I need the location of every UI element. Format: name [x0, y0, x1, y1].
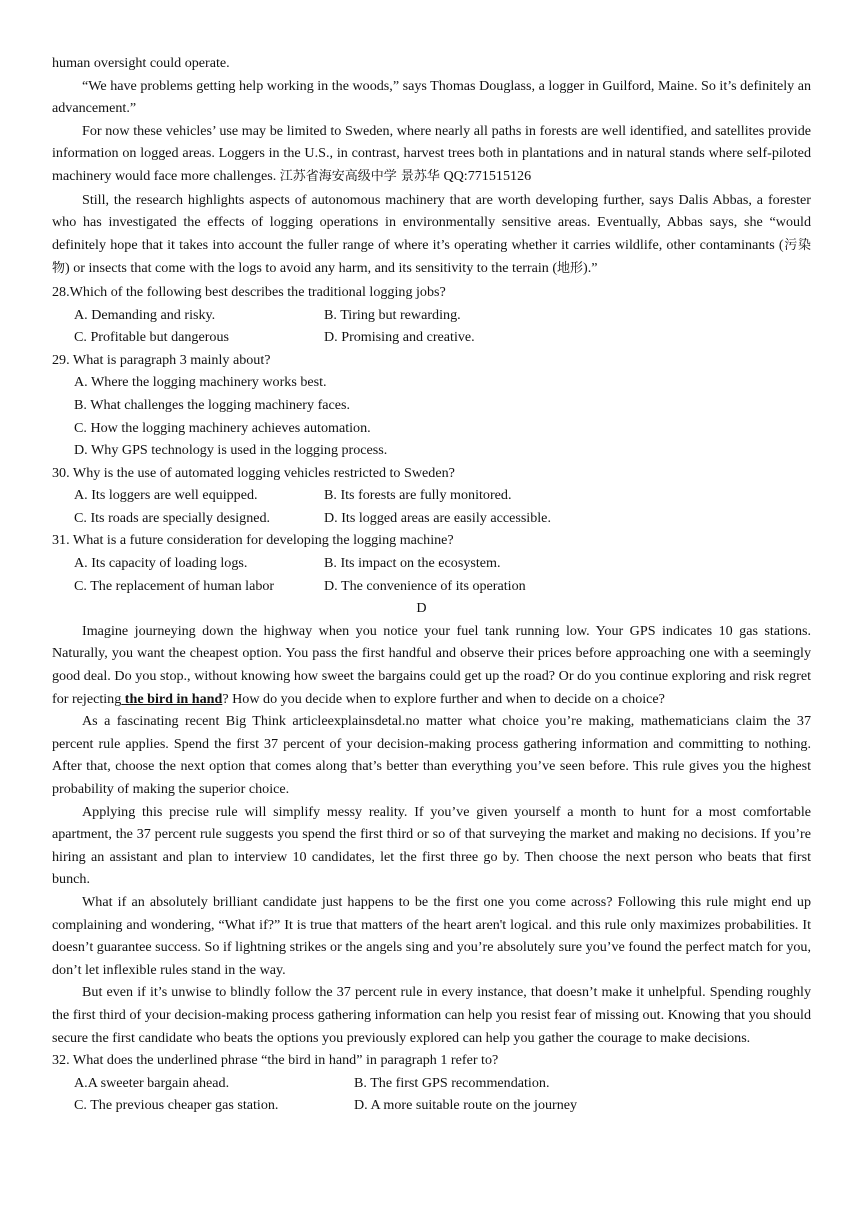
paragraph: human oversight could operate. [52, 55, 230, 71]
option-grid [52, 304, 811, 349]
option: B. What challenges the logging machinery faces. [74, 396, 351, 413]
option-grid [52, 1072, 811, 1117]
paragraph: “We have problems getting help working in the woods,” says Thomas Douglass, a logger in Guilford, Maine. So it’s definitely an advancement.” [52, 77, 811, 117]
question-stem: 30. Why is the use of automated logging vehicles restricted to Sweden? [52, 464, 455, 481]
option: A. Its capacity of loading logs. [74, 555, 248, 572]
paragraph-text: For now these vehicles’ use may be limited to Sweden, where nearly all paths in forests are well identified, and satellites provide information on logged areas. Loggers in the U.S., in contrast, harvest trees both in plantations and in natural stands where self-piloted machinery would face more challenges. [52, 122, 811, 184]
option: A. Where the logging machinery works best. [74, 374, 327, 391]
option-grid [52, 552, 811, 597]
option: B. The first GPS recommendation. [354, 1074, 550, 1091]
option: B. Tiring but rewarding. [324, 306, 461, 323]
underlined-phrase: the bird in hand [121, 690, 223, 707]
option: C. The replacement of human labor [74, 577, 275, 594]
paragraph: As a fascinating recent Big Think articleexplainsdetal.no matter what choice you’re making, mathematicians claim the 37 percent rule applies. Spend the first 37 percent of your decision-making process gathering information and committing to nothing. After that, choose the next option that comes along that’s better than everything you’ve seen before. This rule gives you the highest probability of making the superior choice. [52, 713, 811, 797]
option: B. Its forests are fully monitored. [324, 487, 512, 504]
option: D. Promising and creative. [324, 329, 475, 346]
option: C. Its roads are specially designed. [74, 509, 271, 526]
option: D. The convenience of its operation [324, 577, 526, 594]
qq-text: QQ:771515126 [443, 167, 532, 184]
option: D. A more suitable route on the journey [354, 1097, 578, 1114]
option: A.A sweeter bargain ahead. [74, 1074, 230, 1091]
option: D. Its logged areas are easily accessible. [324, 509, 551, 526]
question-stem: 28.Which of the following best describes the traditional logging jobs? [52, 283, 446, 300]
paragraph [52, 189, 811, 281]
paragraph: But even if it’s unwise to blindly follow the 37 percent rule in every instance, that doesn’t make it unhelpful. Spending roughly the first third of your decision-making process gathering information can help you resist fear of missing out. Knowing that you should secure the first candidate who beats the options you previously explored can help you gather the courage to make decisions. [52, 984, 811, 1046]
option: C. How the logging machinery achieves automation. [74, 419, 371, 436]
paragraph-text: Imagine journeying down the highway when you notice your fuel tank running low. Your GPS indicates 10 gas stations. Naturally, you want the cheapest option. You pass the first handful and observe their prices before approaching one with a seemingly good deal. Do you stop., without knowing how sweet the bargains could get up the road? Or do you continue exploring and risk regret for rejecting [52, 622, 811, 707]
section-heading: D [416, 600, 427, 617]
question-stem: 32. What does the underlined phrase “the bird in hand” in paragraph 1 refer to? [52, 1052, 499, 1069]
paragraph [52, 620, 811, 710]
paragraph-text: Still, the research highlights aspects of autonomous machinery that are worth developing further, says Dalis Abbas, a forester who has investigated the effects of logging operations in environmentally sensitive areas. Eventually, Abbas says, she “would definitely hope that it takes into account the fuller range of where it’s operating whether it carries wildlife, other contaminants ( [52, 191, 811, 253]
option: C. Profitable but dangerous [74, 329, 230, 346]
option: A. Demanding and risky. [74, 306, 216, 323]
option: C. The previous cheaper gas station. [74, 1097, 279, 1114]
paragraph-text: ) or insects that come with the logs to avoid any harm, and its sensitivity to the terrain ( [65, 260, 558, 277]
paragraph-text: ? How do you decide when to explore further and when to decide on a choice? [222, 690, 665, 707]
option-grid [52, 484, 811, 529]
watermark-text: 江苏省海安高级中学 景苏华 [279, 168, 440, 184]
option: A. Its loggers are well equipped. [74, 487, 258, 504]
paragraph [52, 120, 811, 189]
option: D. Why GPS technology is used in the logging process. [74, 442, 388, 459]
gloss-text: 污染物 [52, 237, 811, 277]
paragraph-text: ).” [583, 260, 598, 277]
option: B. Its impact on the ecosystem. [324, 555, 501, 572]
paragraph: Applying this precise rule will simplify messy reality. If you’ve given yourself a month to hunt for a most comfortable apartment, the 37 percent rule suggests you spend the first third or so of that surveying the market and making no decisions. If you’re hiring an assistant and plan to interview 10 candidates, let the first three go by. Then choose the next person who beats that first bunch. [52, 803, 811, 888]
paragraph: What if an absolutely brilliant candidate just happens to be the first one you come across? Following this rule might end up complaining and wondering, “What if?” It is true that matters of the heart aren't logical. and this rule only maximizes probabilities. It doesn’t guarantee success. So if lightning strikes or the angels sing and you’re absolutely sure you’ve found the perfect match for you, don’t let inflexible rules stand in the way. [52, 893, 811, 978]
question-stem: 31. What is a future consideration for developing the logging machine? [52, 532, 454, 549]
question-stem: 29. What is paragraph 3 mainly about? [52, 351, 271, 368]
gloss-text: 地形 [557, 261, 584, 277]
